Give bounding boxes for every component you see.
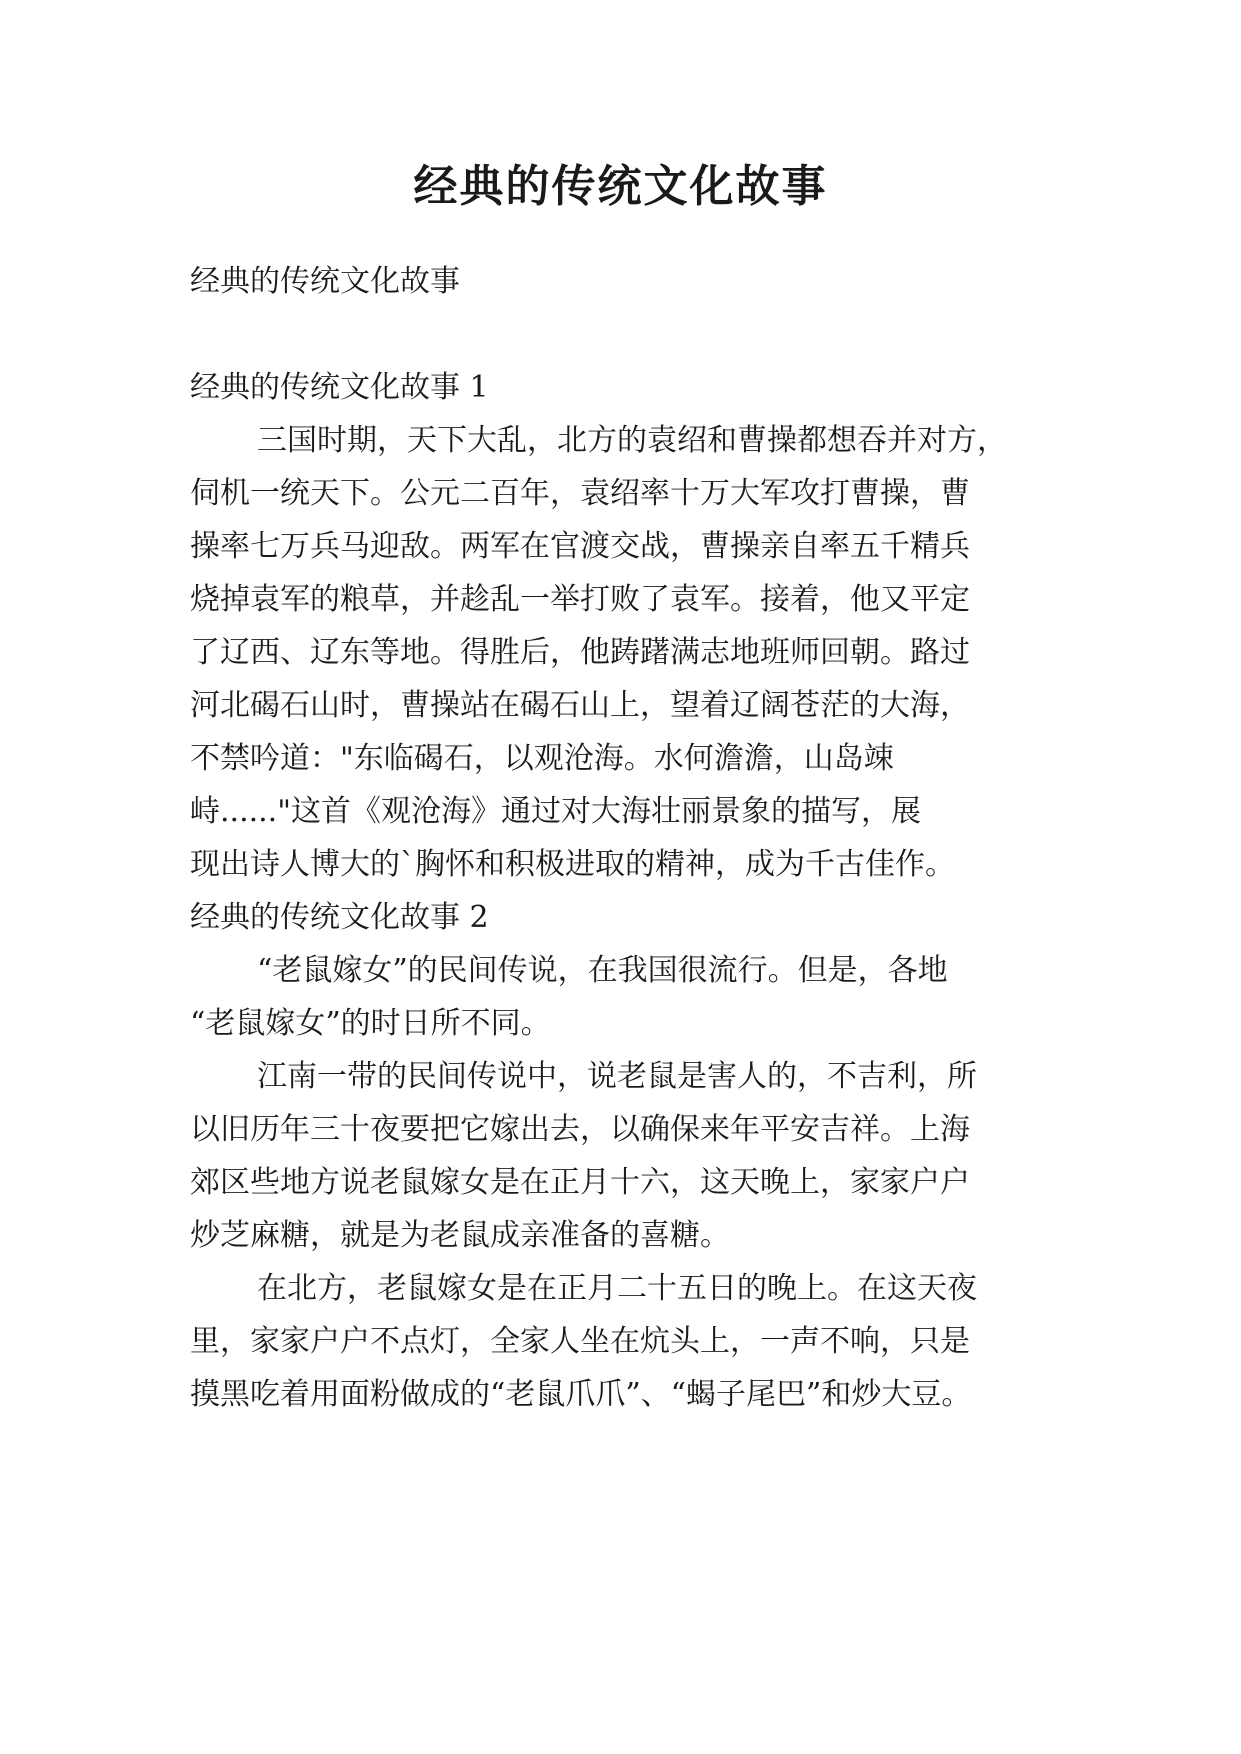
section-heading-2: 经典的传统文化故事 2 [190,900,489,935]
paragraph-line: 里，家家户户不点灯，全家人坐在炕头上，一声不响，只是 [190,1324,970,1359]
paragraph-line: 操率七万兵马迎敌。两军在官渡交战，曹操亲自率五千精兵 [190,529,970,564]
paragraph-line: 郊区些地方说老鼠嫁女是在正月十六，这天晚上，家家户户 [190,1165,970,1200]
paragraph-line: 伺机一统天下。公元二百年，袁绍率十万大军攻打曹操，曹 [190,476,970,511]
section-heading-1: 经典的传统文化故事 1 [190,370,489,405]
paragraph-line: 江南一带的民间传说中，说老鼠是害人的，不吉利，所 [257,1059,977,1094]
paragraph-line: “老鼠嫁女”的民间传说，在我国很流行。但是，各地 [257,953,948,988]
paragraph-line: 峙......"这首《观沧海》通过对大海壮丽景象的描写，展 [190,794,922,829]
paragraph-line: 在北方，老鼠嫁女是在正月二十五日的晚上。在这天夜 [257,1271,977,1306]
paragraph-line: 现出诗人博大的`胸怀和积极进取的精神，成为千古佳作。 [190,847,955,882]
paragraph-line: 了辽西、辽东等地。得胜后，他踌躇满志地班师回朝。路过 [190,635,970,670]
page-title: 经典的传统文化故事 [413,161,828,212]
paragraph-line: 炒芝麻糖，就是为老鼠成亲准备的喜糖。 [190,1218,730,1253]
paragraph-line: 三国时期，天下大乱，北方的袁绍和曹操都想吞并对方， [257,423,1007,458]
document-subtitle: 经典的传统文化故事 [190,264,460,299]
paragraph-line: 烧掉袁军的粮草，并趁乱一举打败了袁军。接着，他又平定 [190,582,970,617]
paragraph-line: 河北碣石山时，曹操站在碣石山上，望着辽阔苍茫的大海， [190,688,970,723]
paragraph-line: 不禁吟道："东临碣石，以观沧海。水何澹澹，山岛竦 [190,741,894,776]
paragraph-line: 摸黑吃着用面粉做成的“老鼠爪爪”、“蝎子尾巴”和炒大豆。 [190,1377,972,1412]
paragraph-line: “老鼠嫁女”的时日所不同。 [190,1006,551,1041]
paragraph-line: 以旧历年三十夜要把它嫁出去，以确保来年平安吉祥。上海 [190,1112,970,1147]
